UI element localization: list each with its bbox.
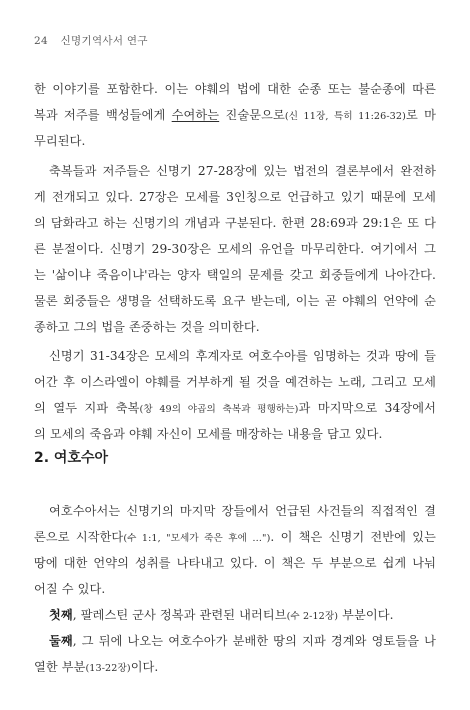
text: 로 마 — [405, 108, 436, 122]
list-item-first — [49, 606, 436, 623]
para2-line-7: 종하고 그의 법을 존중하는 것을 의미한다. — [34, 320, 260, 334]
para2-line-6: 물론 회중들은 생명을 선택하도록 요구 받는데, 이는 곧 야훼의 언약에 순 — [34, 294, 436, 308]
para1-line-1: 한 이야기를 포함한다. 이는 야훼의 법에 대한 순종 또는 불순종에 따른 — [34, 82, 436, 96]
text: . 이 책은 신명기 전반에 있는 — [270, 530, 436, 544]
section-heading: 2. 여호수아 — [34, 450, 109, 466]
text: 진술문으로 — [219, 108, 285, 122]
para4-line-2 — [34, 528, 436, 545]
para2-line-4: 른 분절이다. 신명기 29-30장은 모세의 유언을 마무리한다. 여기에서 그 — [34, 242, 436, 256]
para1-line-2 — [34, 106, 436, 123]
running-title: 신명기역사서 연구 — [60, 35, 148, 47]
text: , 팔레스틴 군사 정복과 관련된 내러티브 — [72, 608, 287, 622]
scripture-reference: (수 2-12장) — [286, 611, 339, 622]
para2-line-1: 축복들과 저주들은 신명기 27-28장에 있는 법전의 결론부에서 완전하 — [49, 164, 436, 178]
scripture-reference: (신 11장, 특히 11:26-32) — [284, 111, 406, 122]
list-label: 둘째 — [49, 634, 73, 648]
text: 열한 부분 — [34, 660, 86, 674]
para3-line-3 — [34, 399, 436, 416]
scripture-reference: (수 1:1, "모세가 죽은 후에 …") — [123, 533, 271, 544]
para4-line-3: 땅에 대한 언약의 성취를 나타내고 있다. 이 책은 두 부분으로 쉽게 나눠 — [34, 556, 436, 570]
text: 복과 저주를 백성들에게 — [34, 108, 172, 122]
para3-line-2: 어간 후 이스라엘이 야훼를 거부하게 될 것을 예견하는 노래, 그리고 모세 — [34, 375, 436, 389]
text: 부분이다. — [338, 608, 394, 622]
para4-line-4: 어질 수 있다. — [34, 582, 106, 596]
underlined-word: 수여하는 — [171, 108, 220, 122]
scripture-reference: (창 49의 야곱의 축복과 평행하는) — [139, 404, 299, 415]
text: 론으로 시작한다 — [34, 530, 124, 544]
para2-line-5: 는 '삶이냐 죽음이냐'라는 양자 택일의 문제를 갖고 회중들에게 나아간다. — [34, 268, 436, 282]
para3-line-1: 신명기 31-34장은 모세의 후계자로 여호수아를 임명하는 것과 땅에 들 — [49, 349, 436, 363]
running-header — [34, 33, 148, 48]
list-item-second — [49, 632, 436, 649]
page-number: 24 — [34, 35, 48, 47]
para4-line-1: 여호수아서는 신명기의 마지막 장들에서 언급된 사건들의 직접적인 결 — [49, 504, 436, 518]
para2-line-2: 게 전개되고 있다. 27장은 모세를 3인칭으로 언급하고 있기 때문에 모세 — [34, 190, 436, 204]
text: 과 마지막으로 34장에서 — [298, 401, 436, 415]
text: , 그 뒤에 나오는 여호수아가 분배한 땅의 지파 경계와 영토들을 나 — [72, 634, 436, 648]
para2-line-3: 의 담화라고 하는 신명기의 개념과 구분된다. 한편 28:69과 29:1은 또 다 — [34, 216, 436, 230]
scripture-reference: (13-22장) — [85, 663, 131, 674]
list-item-second-line-2 — [34, 658, 436, 675]
text: 이다. — [130, 660, 159, 674]
para3-line-4: 의 모세의 죽음과 야훼 자신이 모세를 매장하는 내용을 담고 있다. — [34, 427, 383, 441]
text: 의 열두 지파 축복 — [34, 401, 140, 415]
list-label: 첫째 — [49, 608, 73, 622]
para1-line-3: 무리된다. — [34, 134, 86, 148]
